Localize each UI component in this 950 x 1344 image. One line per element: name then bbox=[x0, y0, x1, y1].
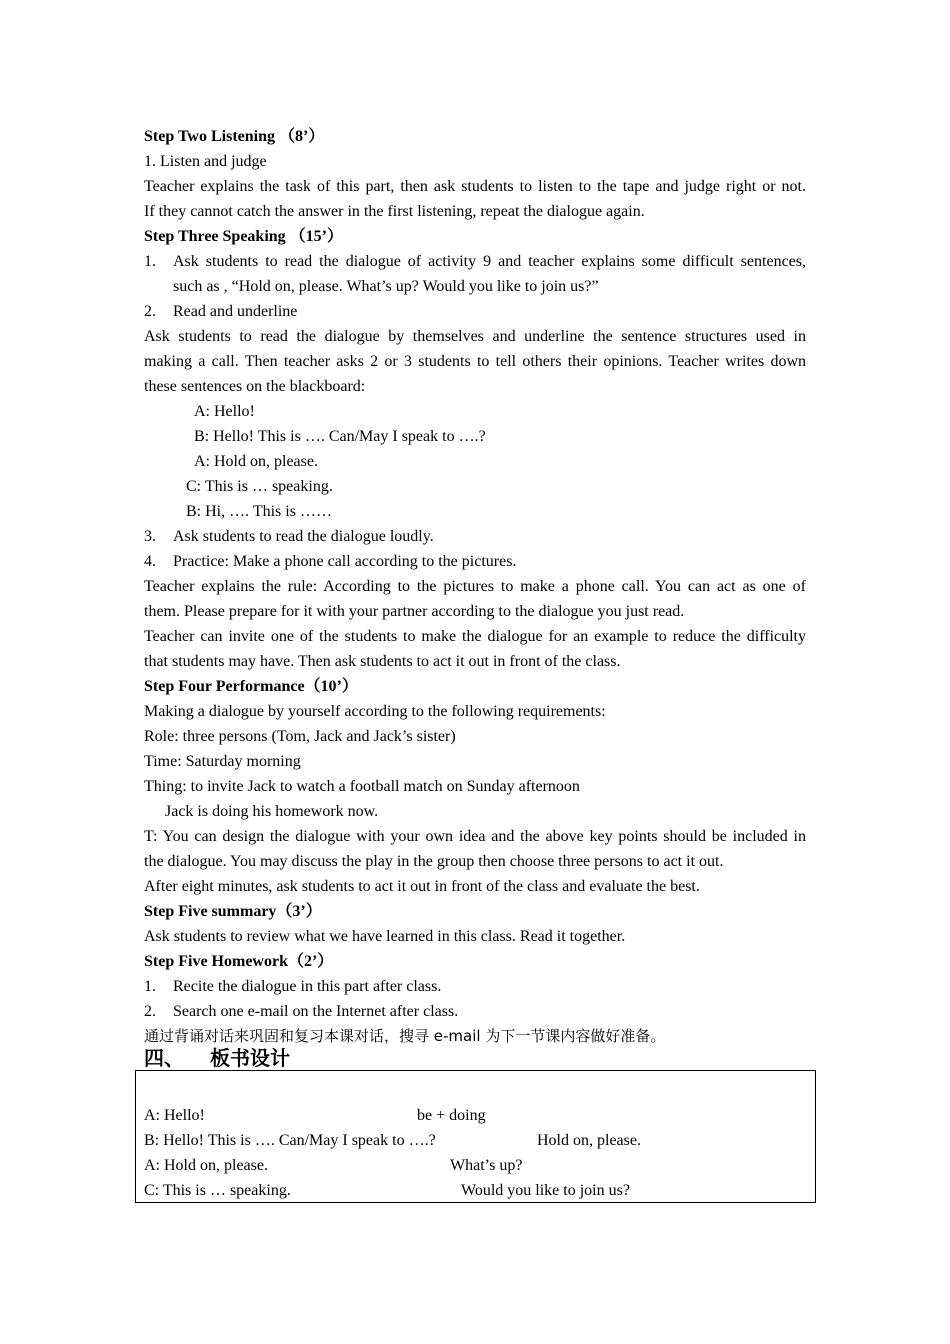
board-right-line: Hold on, please. bbox=[537, 1132, 641, 1149]
section-title: 板书设计 bbox=[210, 1046, 290, 1070]
board-left-line: A: Hold on, please. bbox=[144, 1157, 268, 1174]
dialogue-line: A: Hold on, please. bbox=[194, 453, 318, 470]
item-text: Read and underline bbox=[173, 303, 298, 320]
step-three-paragraph-line: these sentences on the blackboard: bbox=[144, 378, 366, 395]
step-three-item-3 bbox=[144, 524, 806, 549]
dialogue-line: B: Hello! This is …. Can/May I speak to ….? bbox=[194, 428, 486, 445]
step-three-invite-line: Teacher can invite one of the students to make the dialogue for an example to reduce the difficulty bbox=[144, 628, 806, 645]
item-number: 2. bbox=[144, 1003, 156, 1020]
homework-item-2 bbox=[144, 999, 806, 1024]
dialogue-line: C: This is … speaking. bbox=[186, 478, 333, 495]
dialogue-line: A: Hello! bbox=[194, 403, 255, 420]
board-left-line: A: Hello! bbox=[144, 1107, 205, 1124]
step-two-paragraph-line: Teacher explains the task of this part, then ask students to listen to the tape and judge right or not. bbox=[144, 178, 806, 195]
board-right-line: Would you like to join us? bbox=[461, 1182, 630, 1199]
item-number: 2. bbox=[144, 303, 156, 320]
step-three-invite-line: that students may have. Then ask students to act it out in front of the class. bbox=[144, 653, 621, 670]
board-left-line: B: Hello! This is …. Can/May I speak to ….? bbox=[144, 1132, 436, 1149]
dialogue-line: B: Hi, …. This is …… bbox=[186, 503, 332, 520]
step-four-line: Role: three persons (Tom, Jack and Jack’s sister) bbox=[144, 728, 456, 745]
step-three-item-2 bbox=[144, 299, 806, 324]
step-four-paragraph-line: T: You can design the dialogue with your own idea and the above key points should be included in bbox=[144, 828, 806, 845]
step-four-line: Making a dialogue by yourself according to the following requirements: bbox=[144, 703, 606, 720]
section-four-heading bbox=[144, 1045, 290, 1071]
item-number: 3. bbox=[144, 528, 156, 545]
step-five-summary-heading: Step Five summary（3’） bbox=[144, 903, 322, 920]
lesson-plan-body bbox=[144, 124, 806, 1049]
step-three-item-4 bbox=[144, 549, 806, 574]
step-two-heading: Step Two Listening （8’） bbox=[144, 128, 325, 145]
board-left-line: C: This is … speaking. bbox=[144, 1182, 291, 1199]
step-four-line: Time: Saturday morning bbox=[144, 753, 301, 770]
step-five-summary-text: Ask students to review what we have learned in this class. Read it together. bbox=[144, 928, 626, 945]
step-three-paragraph-line: Ask students to read the dialogue by themselves and underline the sentence structures used in bbox=[144, 328, 806, 345]
step-three-item-1 bbox=[144, 249, 806, 274]
step-four-indented-line: Jack is doing his homework now. bbox=[165, 803, 379, 820]
step-three-rule-line: Teacher explains the rule: According to the pictures to make a phone call. You can act as one of bbox=[144, 578, 806, 595]
step-four-line: Thing: to invite Jack to watch a football match on Sunday afternoon bbox=[144, 778, 580, 795]
board-right-line: be + doing bbox=[417, 1107, 486, 1124]
item-text: Search one e-mail on the Internet after class. bbox=[173, 1003, 459, 1020]
item-number: 4. bbox=[144, 553, 156, 570]
step-three-item-1-continuation: such as , “Hold on, please. What’s up? Would you like to join us?” bbox=[173, 278, 599, 295]
item-text: Practice: Make a phone call according to the pictures. bbox=[173, 553, 517, 570]
step-two-item-1: 1. Listen and judge bbox=[144, 153, 267, 170]
step-three-heading: Step Three Speaking （15’） bbox=[144, 228, 343, 245]
blackboard-design-box bbox=[135, 1070, 816, 1203]
homework-chinese-note: 通过背诵对话来巩固和复习本课对话，搜寻 e-mail 为下一节课内容做好准备。 bbox=[144, 1027, 666, 1045]
step-three-paragraph-line: making a call. Then teacher asks 2 or 3 students to tell others their opinions. Teacher writes down bbox=[144, 353, 806, 370]
step-four-paragraph-line: the dialogue. You may discuss the play in the group then choose three persons to act it out. bbox=[144, 853, 724, 870]
step-five-homework-heading: Step Five Homework（2’） bbox=[144, 953, 334, 970]
step-three-rule-line: them. Please prepare for it with your partner according to the dialogue you just read. bbox=[144, 603, 685, 620]
board-right-line: What’s up? bbox=[450, 1157, 523, 1174]
item-text: Ask students to read the dialogue of activity 9 and teacher explains some difficult sentences, bbox=[173, 253, 806, 270]
step-two-paragraph-line: If they cannot catch the answer in the first listening, repeat the dialogue again. bbox=[144, 203, 645, 220]
item-number: 1. bbox=[144, 978, 156, 995]
item-number: 1. bbox=[144, 253, 156, 270]
item-text: Ask students to read the dialogue loudly. bbox=[173, 528, 434, 545]
step-four-heading: Step Four Performance（10’） bbox=[144, 678, 358, 695]
homework-item-1 bbox=[144, 974, 806, 999]
item-text: Recite the dialogue in this part after class. bbox=[173, 978, 442, 995]
step-four-last-line: After eight minutes, ask students to act it out in front of the class and evaluate the best. bbox=[144, 878, 700, 895]
section-number: 四、 bbox=[144, 1046, 184, 1070]
